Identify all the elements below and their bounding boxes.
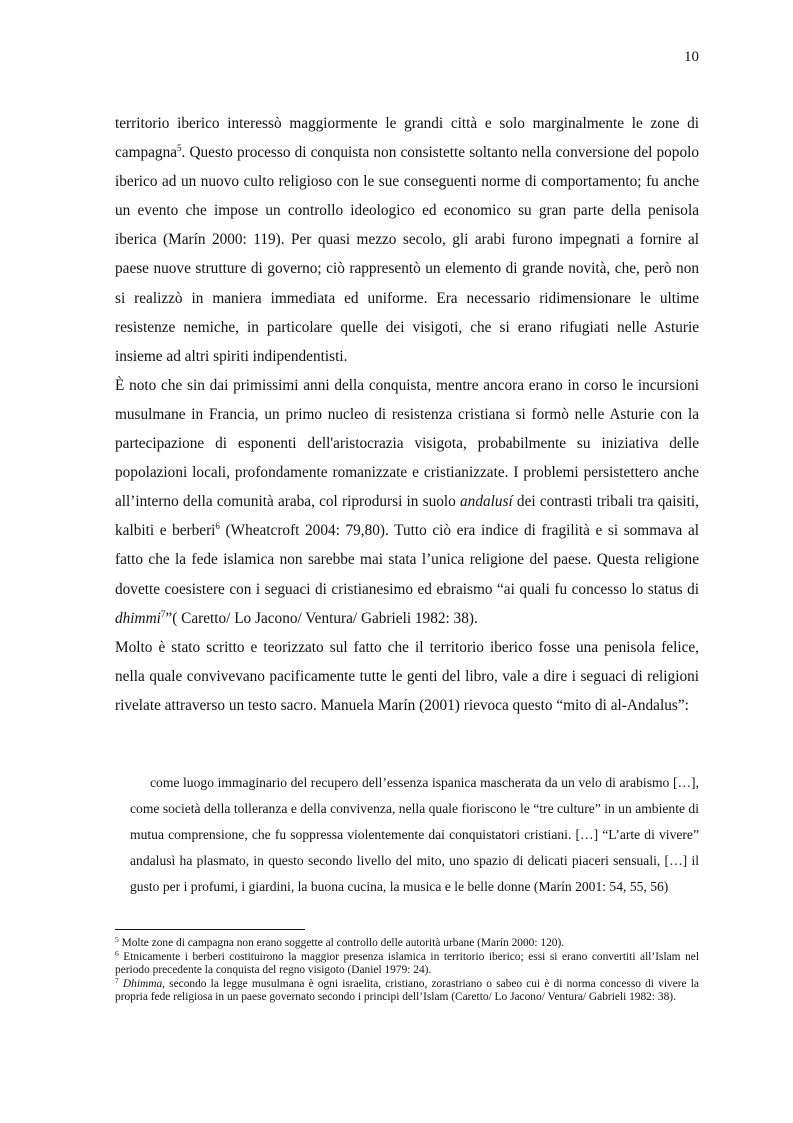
footnote-marker: 7: [115, 975, 119, 985]
body-paragraph: territorio iberico interessò maggiormente le grandi città e solo marginalmente le zone di campagna$^5$. Questo processo di conquista non consistette soltanto nella conversione del popolo iberico ad un nuovo culto religioso con le sue conseguenti norme di comportamento; fu anche un evento che impose un controllo ideologico ed economico su gran parte della penisola iberica (Marín 2000: 119). Per quasi mezzo secolo, gli arabi furono impegnati a fornire al paese nuove strutture di governo; ciò rappresentò un elemento di grande novità, che, però non si realizzò in maniera immediata ed uniforme. Era necessario ridimensionare le ultime resistenze nemiche, in particolare quelle dei visigoti, che si erano rifugiati nelle Asturie insieme ad altri spiriti indipendentisti.: [115, 115, 699, 365]
footnote-separator: [115, 929, 305, 930]
page-number: 10: [684, 49, 699, 65]
footnote-marker: 5: [115, 935, 119, 944]
footnote: $^5$ Molte zone di campagna non erano soggette al controllo delle autorità urbane (Marín 2000: 120).: [115, 935, 565, 949]
body-paragraph: È noto che sin dai primissimi anni della conquista, mentre ancora erano in corso le incursioni musulmane in Francia, un primo nucleo di resistenza cristiana si formò nelle Asturie con la partecipazione di esponenti dell'aristocrazia visigota, probabilmente su iniziativa delle popolazioni locali, profondamente romanizzate e cristianizzate. I problemi persistettero anche all’interno della comunità araba, col riprodursi in suolo andalusí dei contrasti tribali tra qaisiti, kalbiti e berberi$^6$ (Wheatcroft 2004: 79,80). Tutto ciò era indice di fragilità e si sommava al fatto che la fede islamica non sarebbe mai stata l’unica religione del paese. Questa religione dovette coesistere con i seguaci di cristianesimo ed ebraismo “ai quali fu concesso lo status di dhimmi$^7$”( Caretto/ Lo Jacono/ Ventura/ Gabrieli 1982: 38).: [115, 376, 699, 627]
footnote-marker: 6: [115, 948, 119, 958]
body-text: [115, 109, 699, 720]
block-quote-text: come luogo immaginario del recupero dell’essenza ispanica mascherata da un velo di arabismo […], come società della tolleranza e della convivenza, nella quale fioriscono le “tre culture” in un ambiente di mutua comprensione, che fu soppressa violentemente dai conquistatori cristiani. […] “L’arte di vivere” andalusì ha plasmato, in questo secondo livello del mito, uno spazio di delicati piaceri sensuali, […] il gusto per i profumi, i giardini, la buona cucina, la musica e le belle donne (Marín 2001: 54, 55, 56): [130, 775, 699, 894]
italic-term: andalusí: [460, 493, 513, 511]
footnote-marker: 5: [177, 143, 182, 154]
footnote-marker: 6: [215, 521, 220, 532]
block-quote: [130, 770, 699, 900]
footnote: $^7$ Dhimma, secondo la legge musulmana è ogni israelita, cristiano, zorastriano o sabeo cui è di norma concesso di vivere la propria fede religiosa in un paese governato secondo i principi dell’Islam (Caretto/ Lo Jacono/ Ventura/ Gabrieli 1982: 38).: [115, 975, 699, 1004]
footnote-marker: 7: [160, 608, 166, 619]
body-paragraph: Molto è stato scritto e teorizzato sul fatto che il territorio iberico fosse una penisola felice, nella quale convivevano pacificamente tutte le genti del libro, vale a dire i seguaci di religioni rivelate attraverso un testo sacro. Manuela Marín (2001) rievoca questo “mito di al-Andalus”:: [115, 638, 699, 714]
italic-term: dhimmi: [115, 609, 161, 627]
footnotes: [115, 937, 699, 1005]
footnote: $^6$ Etnicamente i berberi costituirono la maggior presenza islamica in territorio iberico; essi si erano convertiti all’Islam nel periodo precedente la conquista del regno visigoto (Daniel 1979: 24).: [115, 948, 699, 977]
italic-term: Dhimma: [122, 977, 163, 990]
